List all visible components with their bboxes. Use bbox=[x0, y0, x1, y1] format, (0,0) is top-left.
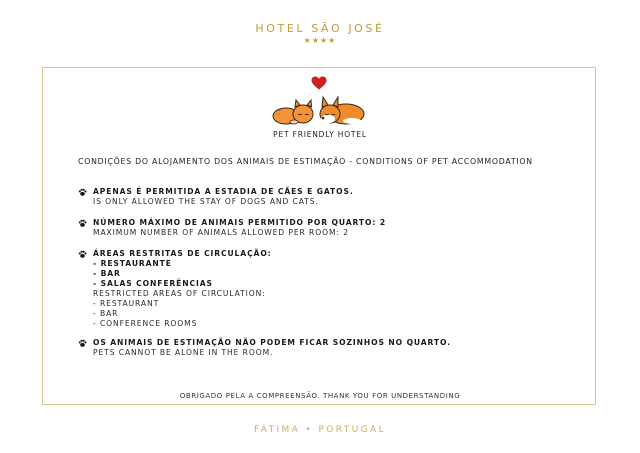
rule-en-text: PETS CANNOT BE ALONE IN THE ROOM. bbox=[93, 348, 274, 357]
rule-pt-text: APENAS É PERMITIDA A ESTADIA DE CÃES E GATOS. bbox=[93, 187, 354, 196]
heart-icon bbox=[311, 76, 327, 90]
rule-pt-text: OS ANIMAIS DE ESTIMAÇÃO NÃO PODEM FICAR SOZINHOS NO QUARTO. bbox=[93, 338, 451, 347]
restricted-item-en: - RESTAURANT bbox=[93, 299, 160, 308]
rule-en-text: RESTRICTED AREAS OF CIRCULATION: bbox=[93, 289, 266, 298]
sleeping-pets-illustration bbox=[272, 94, 368, 126]
paw-icon bbox=[78, 250, 87, 259]
location-footer: FÁTIMA • PORTUGAL bbox=[253, 425, 387, 435]
rule-pt-text: NÚMERO MÁXIMO DE ANIMAIS PERMITIDO POR QUARTO: 2 bbox=[93, 218, 387, 227]
rule-max-animals bbox=[78, 218, 386, 238]
paw-icon bbox=[78, 188, 87, 197]
corgi-icon bbox=[320, 97, 364, 124]
restricted-item-pt: - BAR bbox=[93, 269, 121, 278]
rule-en-text: IS ONLY ALLOWED THE STAY OF DOGS AND CATS. bbox=[93, 197, 319, 206]
paw-icon bbox=[78, 219, 87, 228]
rule-pt-text: ÁREAS RESTRITAS DE CIRCULAÇÃO: bbox=[93, 249, 272, 258]
restricted-item-en: - BAR bbox=[93, 309, 119, 318]
rule-en-text: MAXIMUM NUMBER OF ANIMALS ALLOWED PER ROOM: 2 bbox=[93, 228, 349, 237]
paw-icon bbox=[78, 339, 87, 348]
conditions-heading: CONDIÇÕES DO ALOJAMENTO DOS ANIMAIS DE ESTIMAÇÃO - CONDITIONS OF PET ACCOMMODATION bbox=[78, 157, 533, 166]
hotel-name: HOTEL SÃO JOSÉ bbox=[255, 22, 385, 35]
restricted-item-en: - CONFERENCE ROOMS bbox=[93, 319, 198, 328]
restricted-item-pt: - RESTAURANTE bbox=[93, 259, 172, 268]
rule-restricted-areas bbox=[78, 249, 272, 329]
cat-icon bbox=[273, 100, 313, 124]
rule-not-alone bbox=[78, 338, 451, 358]
thank-you-note: OBRIGADO PELA A COMPREENSÃO. THANK YOU FOR UNDERSTANDING bbox=[179, 392, 461, 400]
pet-friendly-label: PET FRIENDLY HOTEL bbox=[273, 130, 367, 139]
star-rating: ★★★★ bbox=[303, 36, 337, 45]
rule-dogs-cats-only bbox=[78, 187, 354, 207]
restricted-item-pt: - SALAS CONFERÊNCIAS bbox=[93, 279, 213, 288]
